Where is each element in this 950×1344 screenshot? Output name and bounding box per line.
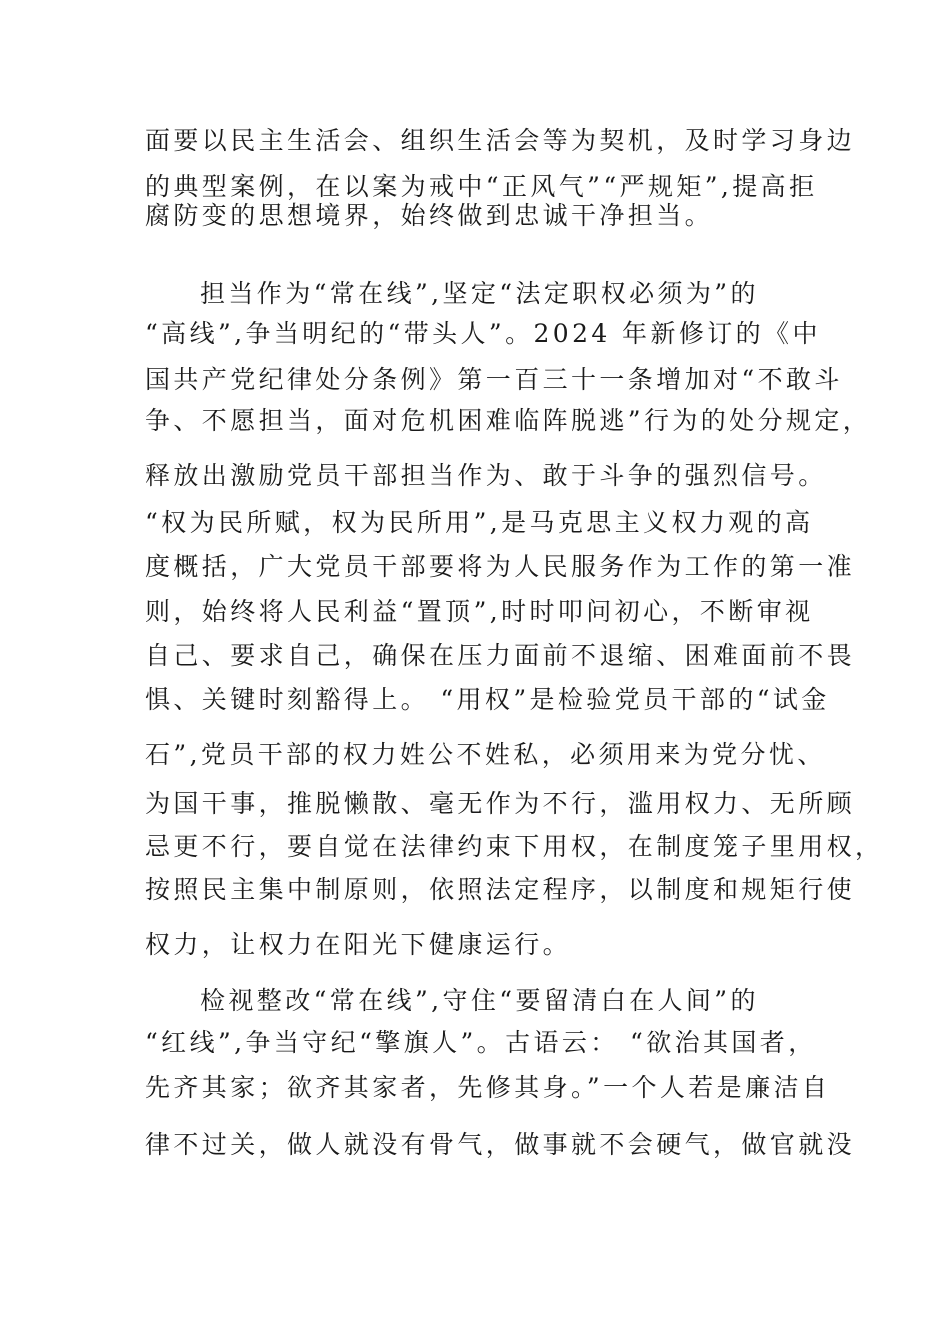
text-line: 国共产党纪律处分条例》第一百三十一条增加对“不敢斗 [145,365,843,394]
text-line: 自己、要求自己，确保在压力面前不退缩、困难面前不畏 [145,641,856,670]
text-line: 度概括，广大党员干部要将为人民服务作为工作的第一准 [145,552,856,581]
text-line: 按照民主集中制原则，依照法定程序，以制度和规矩行使 [145,875,856,904]
paragraph-start-line: 检视整改“常在线”,守住“要留清白在人间”的 [200,986,759,1015]
text-line: 的典型案例，在以案为戒中“正风气”“严规矩”,提高拒 [145,172,818,201]
text-line: “高线”,争当明纪的“带头人”。2024 年新修订的《中 [145,319,821,348]
text-line: 律不过关，做人就没有骨气，做事就不会硬气，做官就没 [145,1130,856,1159]
text-line: 争、不愿担当，面对危机困难临阵脱逃”行为的处分规定， [145,406,872,435]
text-line: 石”,党员干部的权力姓公不姓私，必须用来为党分忧、 [145,740,826,769]
text-line: 面要以民主生活会、组织生活会等为契机，及时学习身边 [145,126,856,155]
paragraph-start-line: 担当作为“常在线”,坚定“法定职权必须为”的 [200,279,759,308]
text-line: 腐防变的思想境界，始终做到忠诚干净担当。 [145,201,714,230]
text-line: 释放出激励党员干部担当作为、敢于斗争的强烈信号。 [145,461,827,490]
text-line: 权力，让权力在阳光下健康运行。 [145,930,572,959]
text-line: 先齐其家；欲齐其家者，先修其身。”一个人若是廉洁自 [145,1073,831,1102]
text-line: 忌更不行，要自觉在法律约束下用权，在制度笼子里用权， [145,832,884,861]
text-line: “红线”,争当守纪“擎旗人”。古语云： “欲治其国者， [145,1028,817,1057]
text-line: 则，始终将人民利益“置顶”,时时叩问初心，不断审视 [145,597,814,626]
text-line: “权为民所赋，权为民所用”,是马克思主义权力观的高 [145,508,814,537]
text-line: 惧、关键时刻豁得上。 “用权”是检验党员干部的“试金 [145,685,830,714]
text-line: 为国干事，推脱懒散、毫无作为不行，滥用权力、无所顾 [145,789,856,818]
